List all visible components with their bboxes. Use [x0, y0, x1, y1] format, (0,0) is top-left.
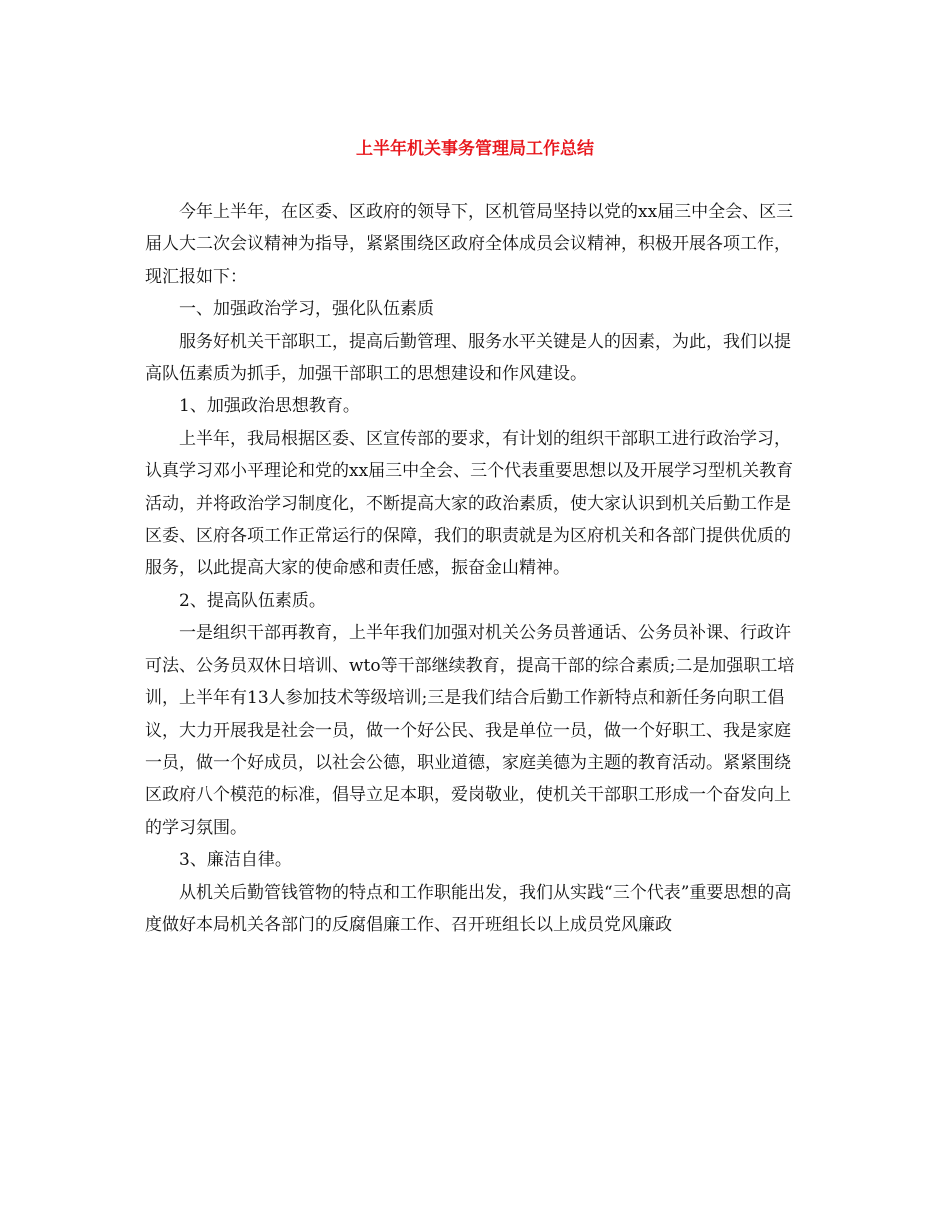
paragraph: 一是组织干部再教育，上半年我们加强对机关公务员普通话、公务员补课、行政许可法、公务员双休日培训、wto等干部继续教育，提高干部的综合素质;二是加强职工培训，上半年有13人参加技术等级培训;三是我们结合后勤工作新特点和新任务向职工倡议，大力开展我是社会一员，做一个好公民、我是单位一员，做一个好职工、我是家庭一员，做一个好成员，以社会公德，职业道德，家庭美德为主题的教育活动。紧紧围绕区政府八个模范的标准，倡导立足本职，爱岗敬业，使机关干部职工形成一个奋发向上的学习氛围。 — [145, 623, 795, 838]
paragraph: 从机关后勤管钱管物的特点和工作职能出发，我们从实践“三个代表”重要思想的高度做好本局机关各部门的反腐倡廉工作、召开班组长以上成员党风廉政 — [145, 882, 792, 935]
paragraph: 今年上半年，在区委、区政府的领导下，区机管局坚持以党的xx届三中全会、区三届人大二次会议精神为指导，紧紧围绕区政府全体成员会议精神，积极开展各项工作，现汇报如下： — [145, 202, 794, 287]
paragraph: 1、加强政治思想教育。 — [179, 396, 360, 417]
paragraph: 3、廉洁自律。 — [179, 850, 292, 871]
document-body — [145, 196, 805, 941]
paragraph: 上半年，我局根据区委、区宣传部的要求，有计划的组织干部职工进行政治学习，认真学习邓小平理论和党的xx届三中全会、三个代表重要思想以及开展学习型机关教育活动，并将政治学习制度化，不断提高大家的政治素质，使大家认识到机关后勤工作是区委、区府各项工作正常运行的保障，我们的职责就是为区府机关和各部门提供优质的服务，以此提高大家的使命感和责任感，振奋金山精神。 — [145, 428, 794, 579]
document-title: 上半年机关事务管理局工作总结 — [356, 139, 594, 159]
paragraph: 2、提高队伍素质。 — [179, 590, 326, 611]
paragraph: 服务好机关干部职工，提高后勤管理、服务水平关键是人的因素，为此，我们以提高队伍素质为抓手，加强干部职工的思想建设和作风建设。 — [145, 331, 791, 385]
paragraph: 一、加强政治学习，强化队伍素质 — [179, 299, 434, 320]
